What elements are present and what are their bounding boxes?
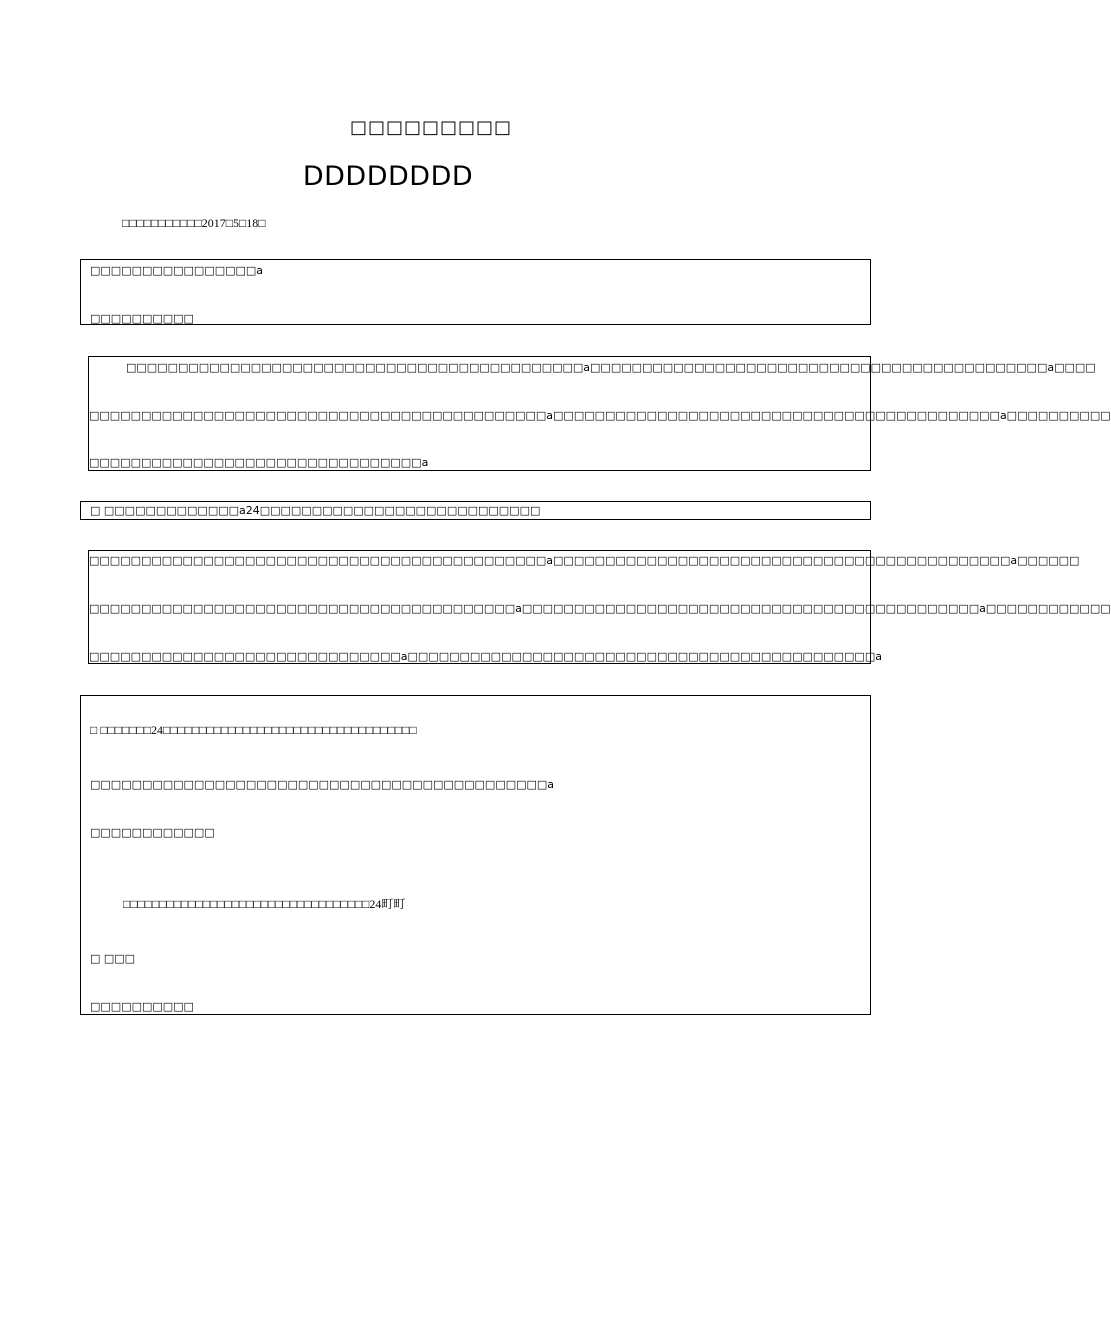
notice-box-5-line-5: □ □□□	[90, 952, 136, 965]
document-title: □□□□□□□□□	[349, 117, 513, 138]
notice-box-5-line-3: □□□□□□□□□□□□	[90, 826, 215, 839]
notice-box-4-line-3: □□□□□□□□□□□□□□□□□□□□□□□□□□□□□□a□□□□□□□□□□□□□□□□□□□□□□□□□□□□□□□□□□□□□□□□□□□□□a	[89, 650, 882, 663]
notice-box-2-line-3: □□□□□□□□□□□□□□□□□□□□□□□□□□□□□□□□a	[89, 456, 429, 469]
notice-box-2	[88, 356, 1111, 471]
notice-box-5	[80, 695, 871, 1015]
notice-box-2-line-1: □□□□□□□□□□□□□□□□□□□□□□□□□□□□□□□□□□□□□□□□□□□□a□□□□□□□□□□□□□□□□□□□□□□□□□□□□□□□□□□□□□□□□□□□□a□□□□	[126, 361, 1096, 374]
notice-box-1-line-1: □□□□□□□□□□□□□□□□a	[90, 264, 264, 277]
notice-box-4-line-1: □□□□□□□□□□□□□□□□□□□□□□□□□□□□□□□□□□□□□□□□□□□□a□□□□□□□□□□□□□□□□□□□□□□□□□□□□□□□□□□□□□□□□□□□□a□□□□□□	[89, 554, 1080, 567]
notice-box-5-line-2: □□□□□□□□□□□□□□□□□□□□□□□□□□□□□□□□□□□□□□□□□□□□a	[90, 778, 555, 791]
issue-date: □□□□□□□□□□□2017□5□18□	[122, 216, 266, 230]
notice-box-1-line-2: □□□□□□□□□□	[90, 312, 194, 325]
notice-box-5-line-4: □□□□□□□□□□□□□□□□□□□□□□□□□□□□□□□□□□24町町	[123, 897, 406, 911]
document-subtitle: DDDDDDDD	[302, 161, 474, 192]
notice-box-4-line-2: □□□□□□□□□□□□□□□□□□□□□□□□□□□□□□□□□□□□□□□□□a□□□□□□□□□□□□□□□□□□□□□□□□□□□□□□□□□□□□□□□□□□□□a□□□□□□□□□□□□	[89, 602, 1111, 615]
notice-box-1	[80, 259, 871, 325]
notice-box-3-line-1: □ □□□□□□□□□□□□□a24□□□□□□□□□□□□□□□□□□□□□□□□□□□	[90, 504, 541, 517]
notice-box-4	[88, 550, 1111, 664]
notice-box-5-line-1: □ □□□□□□□24□□□□□□□□□□□□□□□□□□□□□□□□□□□□□□□□□□□	[90, 723, 417, 737]
notice-box-2-line-2: □□□□□□□□□□□□□□□□□□□□□□□□□□□□□□□□□□□□□□□□□□□□a□□□□□□□□□□□□□□□□□□□□□□□□□□□□□□□□□□□□□□□□□□□a□□□□□□□□□□	[89, 409, 1111, 422]
notice-box-3	[80, 501, 871, 520]
notice-box-5-line-6: □□□□□□□□□□	[90, 1000, 194, 1013]
